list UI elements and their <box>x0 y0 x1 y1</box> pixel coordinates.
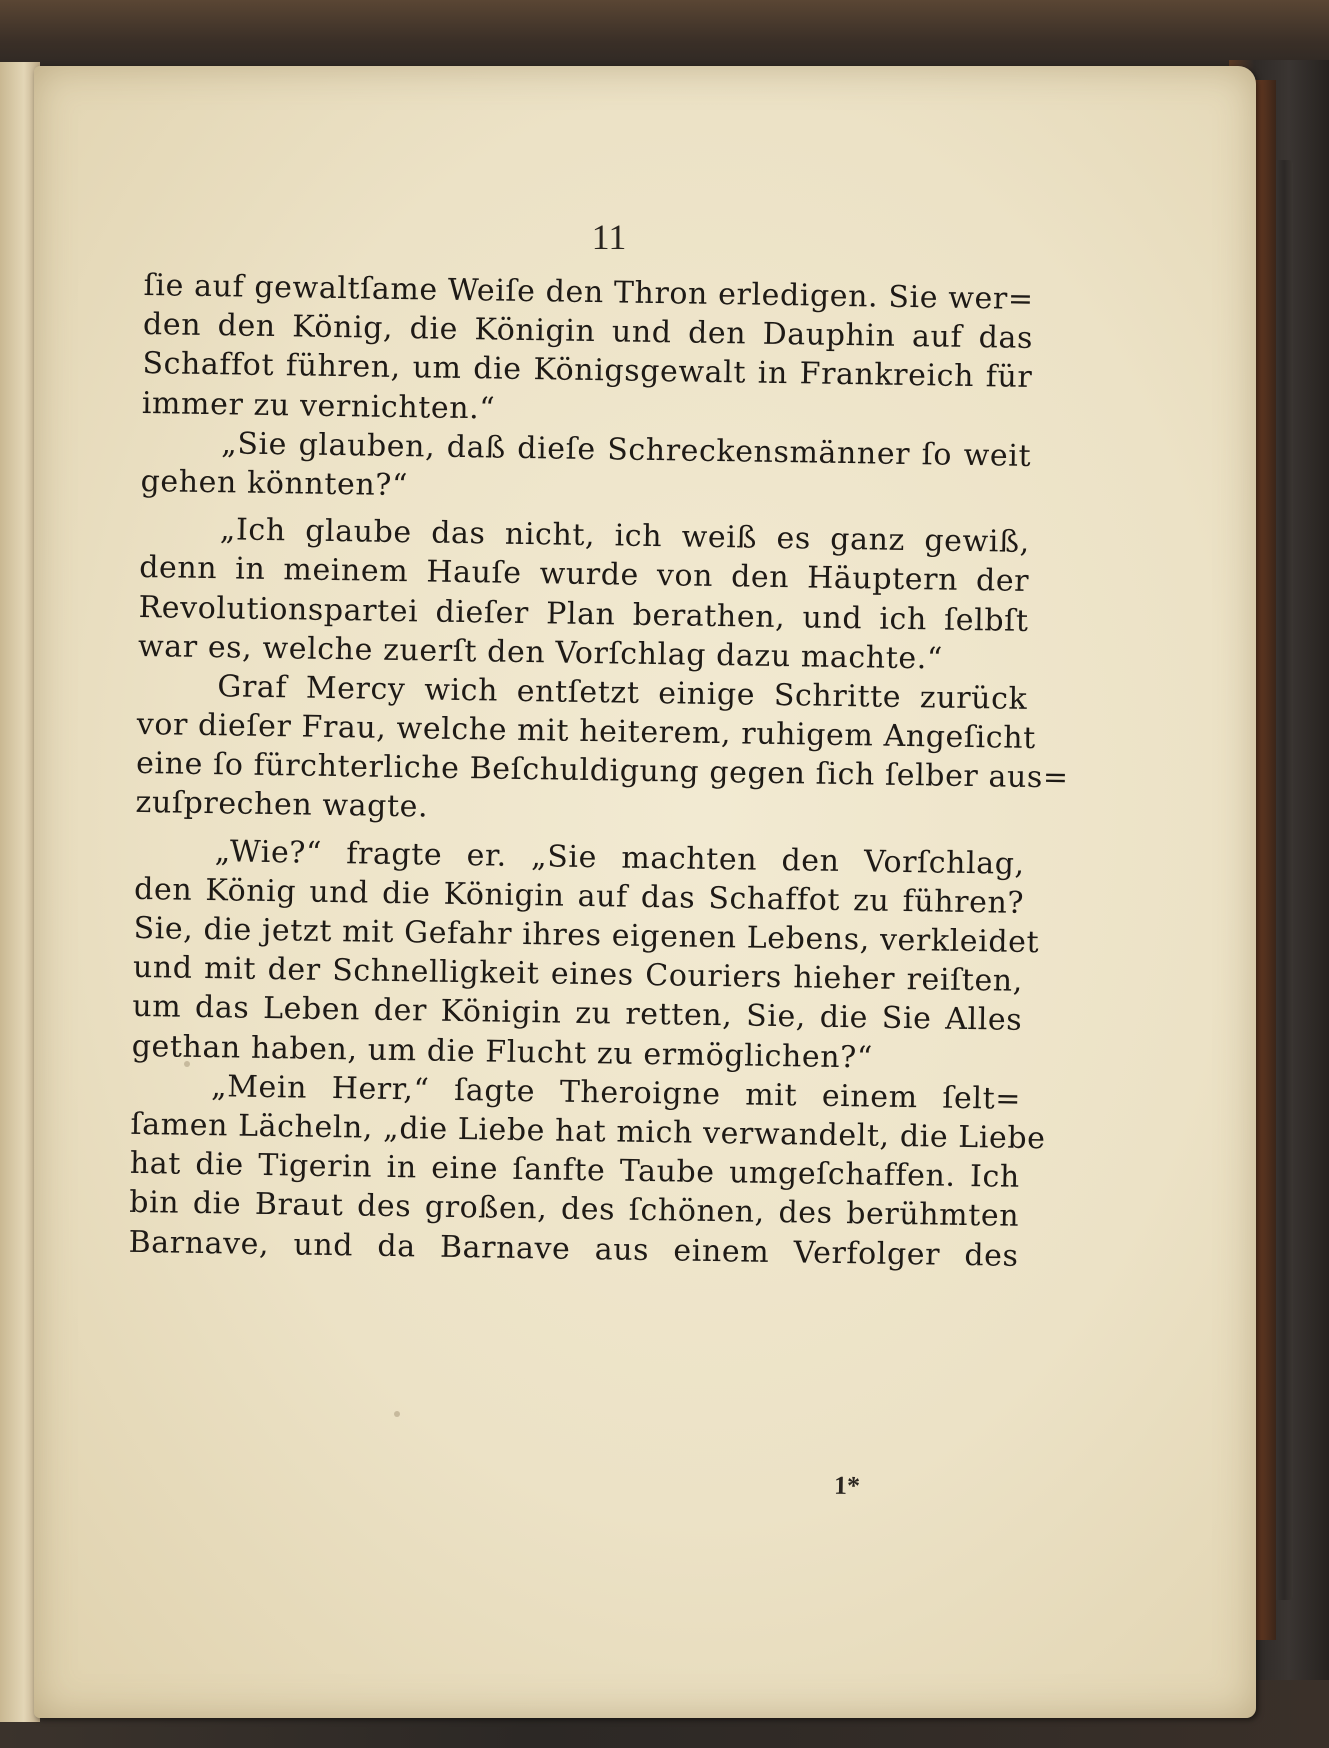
book-page <box>34 66 1256 1718</box>
text-line: immer zu vernichten.“ <box>141 385 496 427</box>
text-line: ſamen Lächeln, „die Liebe hat mich verwandelt, die Liebe <box>130 1106 1046 1157</box>
text-line: Graf Mercy wich entſetzt einige Schritte zurück <box>217 669 1028 717</box>
text-line: gethan haben, um die Flucht zu ermöglichen?“ <box>131 1028 874 1076</box>
text-line: „Wie?“ fragte er. „Sie machten den Vorſchlag, <box>214 833 1025 882</box>
text-line: vor dieſer Frau, welche mit heiterem, ruhigem Angeſicht <box>136 707 1037 757</box>
text-line: hat die Tigerin in eine ſanfte Taube umgeſchaffen. Ich <box>129 1146 1021 1195</box>
text-line: gehen könnten?“ <box>140 463 409 504</box>
text-line: den König und die Königin auf das Schaffot zu führen? <box>133 871 1025 921</box>
text-line: zuſprechen wagte. <box>135 785 429 825</box>
text-line: Schaffot führen, um die Königsgewalt in Frankreich für <box>142 346 1033 396</box>
text-line: „Sie glauben, daß dieſe Schreckensmänner ſo weit <box>220 425 1032 474</box>
text-line: Revolutionspartei dieſer Plan berathen, und ich ſelbſt <box>138 589 1029 639</box>
text-line: um das Leben der Königin zu retten, Sie, die Sie Alles <box>132 989 1023 1039</box>
text-line: und mit der Schnelligkeit eines Couriers hieher reiſten, <box>132 950 1024 1000</box>
text-line: war es, welche zuerſt den Vorſchlag dazu machte.“ <box>137 628 944 677</box>
text-line: den den König, die Königin und den Dauphin auf das <box>142 307 1034 357</box>
page-number: 11 <box>591 217 627 257</box>
text-line: Barnave, und da Barnave aus einem Verfolger des <box>128 1224 1019 1274</box>
text-line: bin die Braut des großen, des ſchönen, des berühmten <box>129 1185 1020 1235</box>
text-line: eine ſo fürchterliche Beſchuldigung gegen ſich ſelber aus= <box>135 746 1069 796</box>
body-text <box>128 266 1069 1276</box>
printer-signature-mark: 1* <box>833 1470 861 1501</box>
cover-top-edge <box>0 0 1329 70</box>
text-line: „Mein Herr,“ ſagte Theroigne mit einem ſelt= <box>210 1068 1022 1117</box>
text-line: ſie auf gewaltſame Weiſe den Thron erledigen. Sie wer= <box>143 267 1034 317</box>
text-line: denn in meinem Hauſe wurde von den Häuptern der <box>138 550 1030 600</box>
text-line: „Ich glaube das nicht, ich weiß es ganz gewiß, <box>219 512 1031 561</box>
paper-spot <box>394 1411 400 1417</box>
text-line: Sie, die jetzt mit Gefahr ihres eigenen Lebens, verkleidet <box>133 910 1040 961</box>
